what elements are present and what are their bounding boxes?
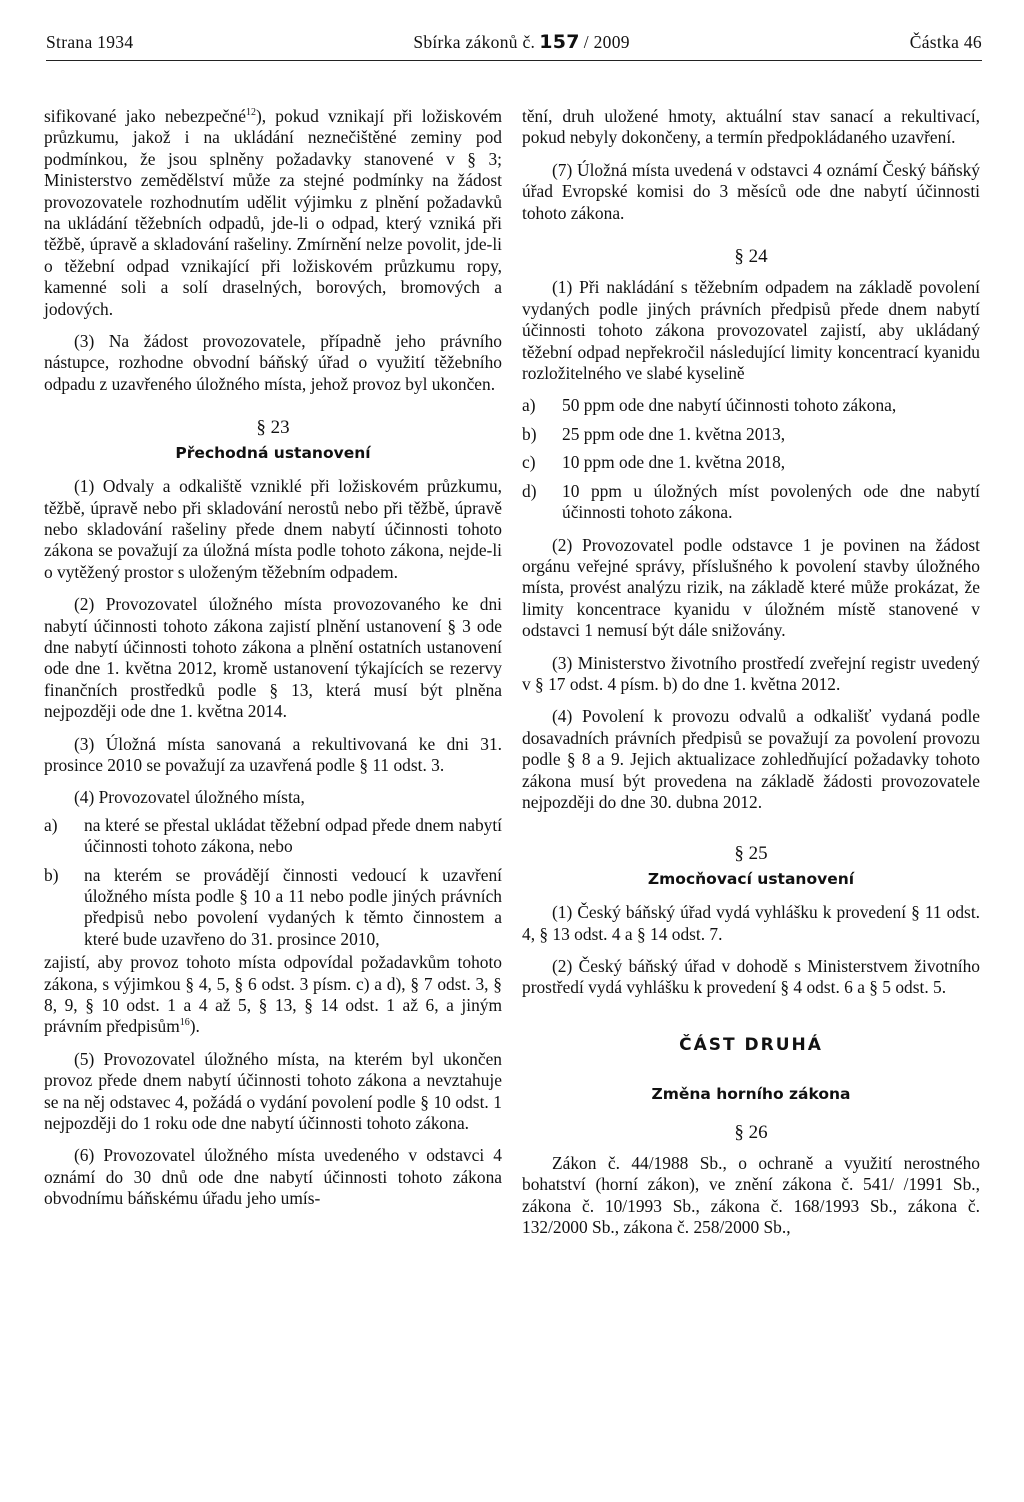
paragraph-22-3: (3) Na žádost provozovatele, případně jeho právního nástupce, rozhodne obvodní báňský úřad o využití těžebního odpadu z uzavřeného úložného místa, jehož provoz byl ukončen. [44, 331, 502, 394]
section-title-23: Přechodná ustanovení [175, 443, 371, 462]
issue-number: Částka 46 [909, 32, 982, 52]
list-item-label: c) [522, 452, 536, 473]
list-item-label: a) [522, 395, 536, 416]
part-title: Změna horního zákona [651, 1085, 851, 1104]
list-item-text: na které se přestal ukládat těžební odpad přede dnem nabytí účinnosti tohoto zákona, nebo [84, 814, 502, 857]
section-heading-24 [522, 246, 980, 267]
paragraph-23-7: (7) Úložná místa uvedená v odstavci 4 oznámí Český báňský úřad Evropské komisi do 3 měsíců ode dne nabytí účinnosti tohoto zákona. [522, 159, 980, 223]
law-number: 157 [539, 31, 580, 53]
paragraph-23-6: (6) Provozovatel úložného místa uvedeného v odstavci 4 oznámí do 30 dnů ode dne nabytí účinnosti tohoto zákona obvodnímu báňskému úřadu jeho umís- [44, 1145, 502, 1209]
list-item-text: 10 ppm u úložných míst povolených ode dne nabytí účinnosti tohoto zákona. [562, 480, 980, 523]
section-heading-25 [522, 843, 980, 864]
collection-prefix: Sbírka zákonů č. [413, 32, 536, 52]
footnote-ref: 12 [245, 107, 256, 119]
list-item [522, 424, 980, 445]
paragraph-24-2: (2) Provozovatel podle odstavce 1 je povinen na žádost orgánu veřejné správy, příslušného k povolení stavby úložného místa, provést analýzu rizik, na základě které může prokázat, že limity koncentrace kyanidu v úložném místě stanovené v odstavci 1 nemusí být dále snižovány. [522, 534, 980, 641]
right-column [522, 106, 980, 1250]
list-item-text: 25 ppm ode dne 1. května 2013, [562, 423, 786, 444]
part-heading: ČÁST DRUHÁ [679, 1034, 823, 1055]
paragraph-25-1: (1) Český báňský úřad vydá vyhlášku k provedení § 11 odst. 4, § 13 odst. 4 a § 14 odst. 7. [522, 902, 980, 944]
section-number: § 24 [734, 246, 768, 268]
paragraph-23-1: (1) Odvaly a odkaliště vzniklé při ložiskovém průzkumu, těžbě, úpravě nebo při skladování nerostů nebo při těžbě, úpravě nebo skladování rašeliny přede dnem nabytí účinnosti tohoto zákona se považují za úložná místa podle tohoto zákona, nejde-li o vytěžený prostor s uloženým těžebním odpadem. [44, 476, 502, 582]
list-item [522, 481, 980, 524]
list-item [522, 452, 980, 473]
list-item-label: a) [44, 814, 58, 835]
section-number: § 26 [734, 1121, 768, 1143]
paragraph-continuation: tění, druh uložené hmoty, aktuální stav sanací a rekultivací, pokud nebyly dokončeny, a termín předpokládaného uzavření. [522, 106, 980, 148]
paragraph-24-1: (1) Při nakládání s těžebním odpadem na základě povolení vydaných podle jiných právních předpisů přede dnem nabytí účinnosti tohoto zákona provozovatel zajistí, aby ukládaný těžební odpad nepřekročil následující limity koncentrací kyanidu rozložitelného ve slabé kyselině [522, 277, 980, 384]
paragraph-25-2: (2) Český báňský úřad v dohodě s Ministerstvem životního prostředí vydá vyhlášku k provedení § 4 odst. 6 a § 5 odst. 5. [522, 956, 980, 998]
page-number: Strana 1934 [46, 32, 134, 52]
text-span: zajistí, aby provoz tohoto místa odpovídal požadavkům tohoto zákona, s výjimkou § 4, 5, § 6 odst. 3 písm. c) a d), § 7 odst. 3, § 8, 9, § 10 odst. 1 a 4 až 5, § 13, § 14 odst. 1 až 6, a jiným právním předpisům [44, 952, 502, 1037]
paragraph-23-3: (3) Úložná místa sanovaná a rekultivovaná ke dni 31. prosince 2010 se považují za uzavřená podle § 11 odst. 3. [44, 733, 502, 775]
collection-year: / 2009 [583, 32, 630, 52]
left-column [44, 106, 502, 1221]
list-item-text: na kterém se provádějí činnosti vedoucí k uzavření úložného místa podle § 10 a 11 nebo podle jiných právních předpisů nebo povolení vydaných k těmto činnostem a které bude uzavřeno do 31. prosince 2010, [84, 864, 502, 949]
paragraph-24-4: (4) Povolení k provozu odvalů a odkališť vydaná podle dosavadních právních předpisů se považují za povolení provozu podle § 8 a 9. Jejich aktualizace zohledňující požadavky tohoto zákona musí být provedena na základě žádosti provozovatele nejpozději do dne 30. dubna 2012. [522, 706, 980, 812]
paragraph-23-4: (4) Provozovatel úložného místa, [74, 787, 305, 808]
paragraph-24-3: (3) Ministerstvo životního prostředí zveřejní registr uvedený v § 17 odst. 4 písm. b) do dne 1. května 2012. [522, 652, 980, 694]
list-item [44, 815, 502, 858]
section-number: § 23 [256, 417, 290, 439]
page-header [46, 31, 982, 61]
paragraph-23-5: (5) Provozovatel úložného místa, na kterém byl ukončen provoz přede dnem nabytí účinnosti tohoto zákona a nevztahuje se na něj odstavec 4, požádá o vydání povolení podle § 10 odst. 1 nejpozději do 1 roku ode dne nabytí účinnosti tohoto zákona. [44, 1048, 502, 1134]
paragraph-continuation [44, 106, 502, 320]
section-heading-26 [522, 1122, 980, 1143]
list-item-text: 10 ppm ode dne 1. května 2018, [562, 452, 786, 473]
text-span: ), pokud vznikají při ložiskovém průzkumu, jakož i na ukládání neznečištěné zeminy pod podmínkou, že jsou splněny požadavky stanovené v § 3; Ministerstvo zemědělství může za stejné podmínky na žádost provozovatele rozhodnutím udělit výjimku z plnění požadavků na ukládání těžebních odpadů, jde-li o odpad, který vzniká při těžbě, úpravě a skladování rašeliny. Zmírnění nelze povolit, jde-li o těžební odpad vznikající při ložiskovém průzkumu ropy, kamenné soli a solí draselných, borových, bromových a jodových. [44, 106, 502, 319]
paragraph-23-4-tail [44, 952, 502, 1038]
list-item-label: d) [522, 480, 537, 501]
text-span: sifikované jako nebezpečné [44, 106, 246, 126]
header-rule [46, 60, 982, 61]
section-heading-23 [44, 417, 502, 438]
paragraph-26: Zákon č. 44/1988 Sb., o ochraně a využití nerostného bohatství (horní zákon), ve znění zákona č. 541/ /1991 Sb., zákona č. 10/1993 Sb., zákona č. 168/1993 Sb., zákona č. 132/2000 Sb., zákona č. 258/2000 Sb., [522, 1153, 980, 1238]
footnote-ref: 16 [179, 1017, 190, 1029]
list-item [44, 865, 502, 951]
list-item-label: b) [44, 864, 59, 885]
section-title-25: Zmocňovací ustanovení [647, 869, 855, 888]
collection-reference [413, 31, 630, 53]
list-item [522, 395, 980, 416]
section-number: § 25 [734, 843, 768, 865]
text-span: ). [189, 1016, 200, 1037]
list-item-text: 50 ppm ode dne nabytí účinnosti tohoto zákona, [562, 395, 897, 416]
paragraph-23-2: (2) Provozovatel úložného místa provozovaného ke dni nabytí účinnosti tohoto zákona zajistí plnění ustanovení § 3 ode dne nabytí účinnosti tohoto zákona a plnění ostatních ustanovení ode dne 1. května 2012, kromě ustanovení týkajících se rezervy finančních prostředků podle § 13, která musí být plněna nejpozději ode dne 1. května 2014. [44, 594, 502, 722]
list-item-label: b) [522, 423, 537, 444]
